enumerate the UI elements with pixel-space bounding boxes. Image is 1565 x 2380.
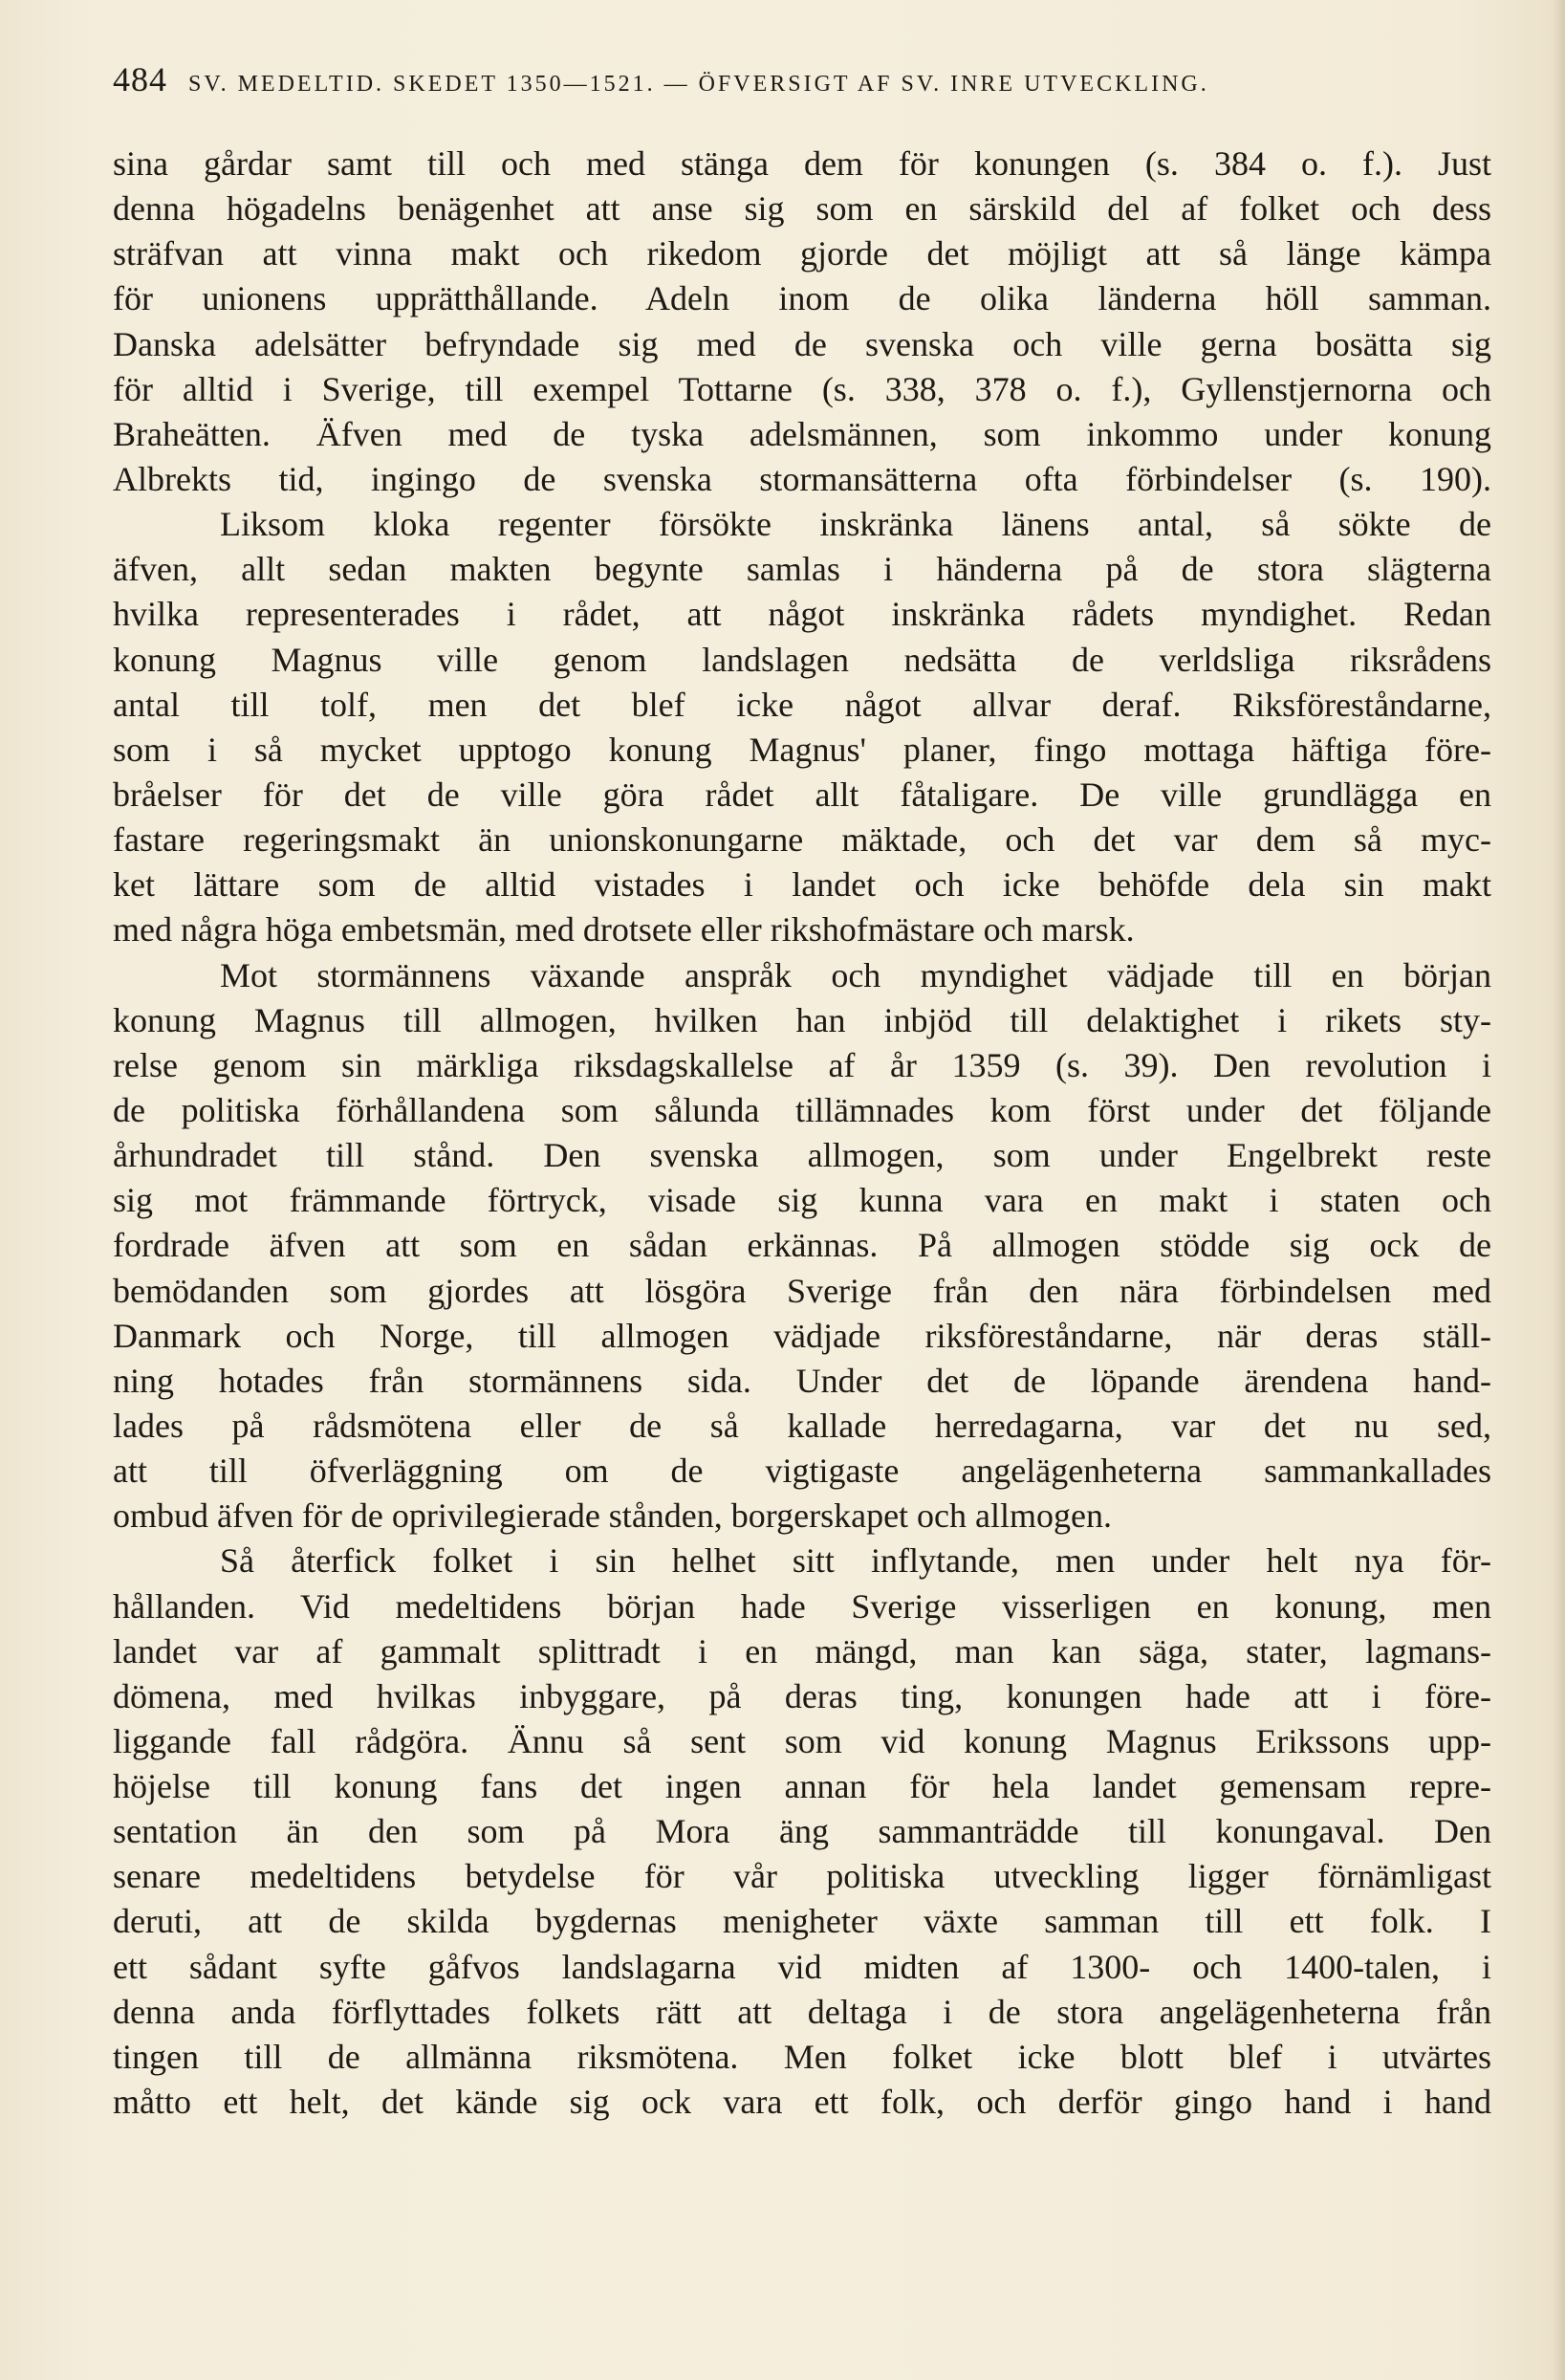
text-line: denna högadelns benägenhet att anse sig som en särskild del af folket och dess (113, 189, 1491, 229)
text-line: äfven, allt sedan makten begynte samlas i händerna på de stora slägterna (113, 550, 1491, 589)
text-line: Danmark och Norge, till allmogen vädjade riksföreståndarne, när deras ställ- (113, 1316, 1491, 1355)
text-line: höjelse till konung fans det ingen annan för hela landet gemensam repre- (113, 1767, 1491, 1806)
text-line: hvilka representerades i rådet, att något inskränka rådets myndighet. Redan (113, 595, 1491, 634)
page-header (113, 59, 1499, 117)
text-line: för alltid i Sverige, till exempel Tottarne (s. 338, 378 o. f.), Gyllenstjernorna och (113, 369, 1491, 408)
text-line: de politiska förhållandena som sålunda tillämnades kom först under det följande (113, 1090, 1491, 1129)
text-line: konung Magnus till allmogen, hvilken han inbjöd till delaktighet i rikets sty- (113, 1000, 1491, 1039)
text-line: sentation än den som på Mora äng sammanträdde till konungaval. Den (113, 1812, 1491, 1851)
text-line: bemödanden som gjordes att lösgöra Sverige från den nära förbindelsen med (113, 1271, 1491, 1310)
text-line: att till öfverläggning om de vigtigaste angelägenheterna sammankallades (113, 1452, 1491, 1491)
text-line: måtto ett helt, det kände sig ock vara ett folk, och derför gingo hand i hand (113, 2083, 1491, 2122)
page-edge-shadow (1552, 0, 1565, 2380)
page-number: 484 (113, 60, 167, 98)
body-text (113, 142, 1491, 2125)
text-line: Albrekts tid, ingingo de svenska stormansätterna ofta förbindelser (s. 190). (113, 459, 1491, 498)
text-line: ning hotades från stormännens sida. Under det de löpande ärendena hand- (113, 1361, 1491, 1400)
text-line: århundradet till stånd. Den svenska allmogen, som under Engelbrekt reste (113, 1136, 1491, 1175)
text-line: denna anda förflyttades folkets rätt att deltaga i de stora angelägenheterna från (113, 1992, 1491, 2031)
text-line: som i så mycket upptogo konung Magnus' planer, fingo mottaga häftiga före- (113, 730, 1491, 769)
text-line: hållanden. Vid medeltidens början hade Sverige visserligen en konung, men (113, 1586, 1491, 1626)
text-line: sig mot främmande förtryck, visade sig kunna vara en makt i staten och (113, 1181, 1491, 1220)
text-line: för unionens upprätthållande. Adeln inom de olika länderna höll samman. (113, 279, 1491, 318)
text-line: ett sådant syfte gåfvos landslagarna vid midten af 1300- och 1400-talen, i (113, 1947, 1491, 1986)
text-line: dömena, med hvilkas inbyggare, på deras ting, konungen hade att i före- (113, 1676, 1491, 1715)
paragraph-end-line: med några höga embetsmän, med drotsete eller rikshofmästare och marsk. (113, 910, 1135, 950)
running-head: SV. MEDELTID. SKEDET 1350—1521. — ÖFVERSIGT AF SV. INRE UTVECKLING. (188, 72, 1209, 97)
paragraph-start-line: Mot stormännens växande anspråk och myndighet vädjade till en början (220, 955, 1491, 994)
paragraph-start-line: Så återfick folket i sin helhet sitt inflytande, men under helt nya för- (220, 1541, 1491, 1581)
text-line: ket lättare som de alltid vistades i landet och icke behöfde dela sin makt (113, 865, 1491, 905)
text-line: bråelser för det de ville göra rådet allt fåtaligare. De ville grundlägga en (113, 775, 1491, 814)
text-line: Braheätten. Äfven med de tyska adelsmännen, som inkommo under konung (113, 414, 1491, 453)
text-line: lades på rådsmötena eller de så kallade herredagarna, var det nu sed, (113, 1406, 1491, 1445)
text-line: tingen till de allmänna riksmötena. Men folket icke blott blef i utvärtes (113, 2037, 1491, 2076)
text-line: landet var af gammalt splittradt i en mängd, man kan säga, stater, lagmans- (113, 1631, 1491, 1670)
text-line: antal till tolf, men det blef icke något allvar deraf. Riksföreståndarne, (113, 685, 1491, 724)
text-line: senare medeltidens betydelse för vår politiska utveckling ligger förnämligast (113, 1857, 1491, 1896)
text-line: relse genom sin märkliga riksdagskallelse af år 1359 (s. 39). Den revolution i (113, 1045, 1491, 1084)
text-line: sträfvan att vinna makt och rikedom gjorde det möjligt att så länge kämpa (113, 234, 1491, 273)
text-line: fastare regeringsmakt än unionskonungarne mäktade, och det var dem så myc- (113, 820, 1491, 860)
paragraph-start-line: Liksom kloka regenter försökte inskränka länens antal, så sökte de (220, 505, 1491, 544)
text-line: sina gårdar samt till och med stänga dem för konungen (s. 384 o. f.). Just (113, 144, 1491, 183)
paragraph-end-line: ombud äfven för de oprivilegierade stånden, borgerskapet och allmogen. (113, 1496, 1112, 1536)
text-line: liggande fall rådgöra. Ännu så sent som vid konung Magnus Erikssons upp- (113, 1721, 1491, 1760)
text-line: konung Magnus ville genom landslagen nedsätta de verldsliga riksrådens (113, 640, 1491, 679)
text-line: Danska adelsätter befryndade sig med de svenska och ville gerna bosätta sig (113, 324, 1491, 363)
text-line: fordrade äfven att som en sådan erkännas. På allmogen stödde sig ock de (113, 1226, 1491, 1265)
text-line: deruti, att de skilda bygdernas menigheter växte samman till ett folk. I (113, 1902, 1491, 1941)
